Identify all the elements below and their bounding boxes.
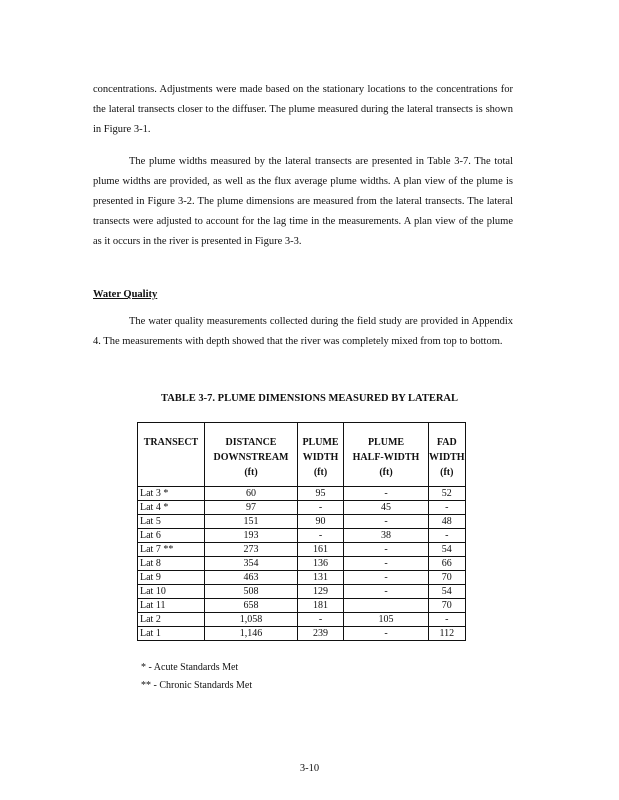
table-row [138,599,466,613]
cell-plume-width: - [298,529,344,543]
cell-transect: Lat 2 [138,613,205,627]
header-fad-unit: (ft) [440,467,454,478]
cell-half-width: - [344,571,429,585]
table-row [138,627,466,641]
header-half-width-unit: (ft) [379,467,393,478]
cell-fad-width: - [429,529,466,543]
cell-plume-width: 129 [298,585,344,599]
cell-plume-width: 90 [298,515,344,529]
header-plume-width-label: PLUME [302,437,339,448]
cell-half-width: - [344,585,429,599]
table-row [138,543,466,557]
cell-transect: Lat 4 * [138,501,205,515]
cell-half-width: 45 [344,501,429,515]
header-plume-width-label-2: WIDTH [302,452,339,463]
header-plume-width [298,423,344,487]
cell-half-width: - [344,557,429,571]
cell-half-width: 38 [344,529,429,543]
cell-distance: 658 [205,599,298,613]
cell-fad-width: 70 [429,571,466,585]
cell-transect: Lat 10 [138,585,205,599]
header-fad-label: FAD [436,437,457,448]
cell-transect: Lat 6 [138,529,205,543]
cell-transect: Lat 9 [138,571,205,585]
cell-distance: 60 [205,487,298,501]
table-row [138,613,466,627]
cell-plume-width: 181 [298,599,344,613]
page-number: 3-10 [299,763,320,774]
cell-fad-width: - [429,501,466,515]
cell-distance: 151 [205,515,298,529]
cell-half-width: - [344,515,429,529]
header-half-width-label: PLUME [367,437,405,448]
water-quality-paragraph: The water quality measurements collected during the field study are provided in Appendix 4. The measurements with depth showed that the river was completely mixed from top to bottom. [93,316,513,347]
header-distance [205,423,298,487]
header-distance-unit: (ft) [244,467,258,478]
cell-fad-width: 70 [429,599,466,613]
cell-plume-width: 136 [298,557,344,571]
header-half-width-label-2: HALF-WIDTH [352,452,420,463]
header-fad-width [429,423,466,487]
cell-fad-width: 66 [429,557,466,571]
cell-fad-width: 52 [429,487,466,501]
table-row [138,571,466,585]
cell-distance: 1,146 [205,627,298,641]
table-row [138,585,466,599]
section-heading-water-quality: Water Quality [93,289,158,300]
cell-fad-width: 54 [429,543,466,557]
cell-distance: 508 [205,585,298,599]
cell-transect: Lat 1 [138,627,205,641]
cell-distance: 354 [205,557,298,571]
table-row [138,501,466,515]
cell-plume-width: - [298,613,344,627]
cell-plume-width: 95 [298,487,344,501]
header-plume-width-unit: (ft) [313,467,328,478]
cell-fad-width: 48 [429,515,466,529]
cell-plume-width: 161 [298,543,344,557]
widths-paragraph: The plume widths measured by the lateral transects are presented in Table 3-7. The total plume widths are provided, as well as the flux average plume widths. A plan view of the plume is presented in Figure 3-2. The plume dimensions are measured from the lateral transects. The lateral transects were adjusted to account for the lag time in the measurements. A plan view of the plume as it occurs in the river is presented in Figure 3-3. [93,156,513,247]
cell-transect: Lat 5 [138,515,205,529]
cell-fad-width: 112 [429,627,466,641]
table-title: TABLE 3-7. PLUME DIMENSIONS MEASURED BY LATERAL [160,393,459,404]
plume-dimensions-table [137,422,466,641]
table-header-row [138,423,466,487]
cell-distance: 463 [205,571,298,585]
cell-half-width: 105 [344,613,429,627]
cell-plume-width: 239 [298,627,344,641]
table-row [138,515,466,529]
table-row [138,529,466,543]
cell-plume-width: 131 [298,571,344,585]
header-half-width [344,423,429,487]
table-row [138,487,466,501]
header-distance-label: DISTANCE [225,437,277,448]
header-transect [138,423,205,487]
header-transect-label: TRANSECT [143,437,199,448]
table-row [138,557,466,571]
cell-transect: Lat 8 [138,557,205,571]
cell-transect: Lat 7 ** [138,543,205,557]
header-fad-label-2: WIDTH [429,452,465,463]
cell-fad-width: - [429,613,466,627]
cell-distance: 193 [205,529,298,543]
footnote-chronic: ** - Chronic Standards Met [141,680,253,691]
cell-half-width: - [344,487,429,501]
cell-half-width [344,599,429,613]
cell-half-width: - [344,627,429,641]
cell-half-width: - [344,543,429,557]
cell-distance: 1,058 [205,613,298,627]
cell-transect: Lat 3 * [138,487,205,501]
cell-fad-width: 54 [429,585,466,599]
cell-distance: 97 [205,501,298,515]
cell-transect: Lat 11 [138,599,205,613]
cell-plume-width: - [298,501,344,515]
header-distance-label-2: DOWNSTREAM [213,452,289,463]
cell-distance: 273 [205,543,298,557]
intro-paragraph: concentrations. Adjustments were made based on the stationary locations to the concentrations for the lateral transects closer to the diffuser. The plume measured during the lateral transects is shown in Figure 3-1. [93,84,513,135]
footnote-acute: * - Acute Standards Met [141,662,239,673]
